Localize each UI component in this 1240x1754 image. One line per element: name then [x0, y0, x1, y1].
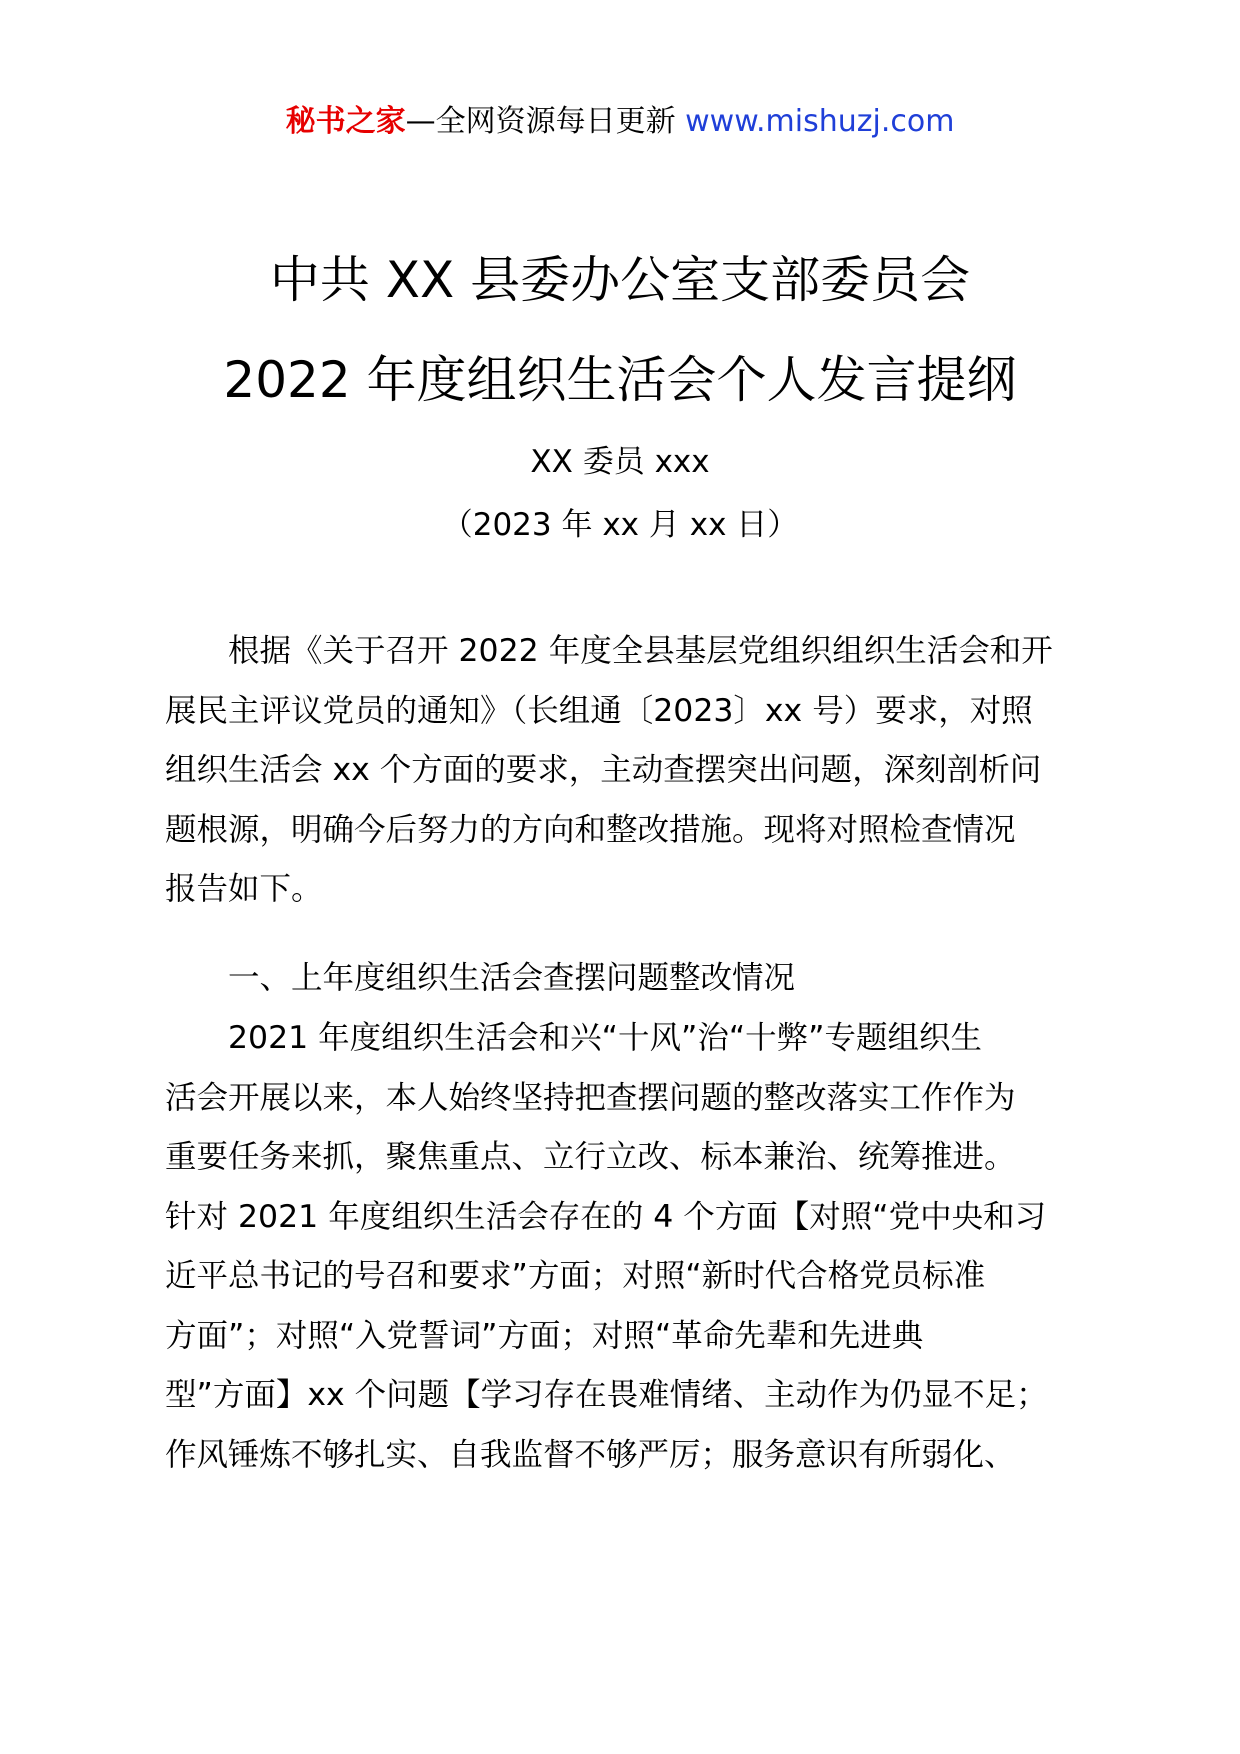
date-line: （2023 年 xx 月 xx 日）	[441, 507, 799, 543]
paragraph-line: 重要任务来抓，聚焦重点、立行立改、标本兼治、统筹推进。	[165, 1139, 1016, 1175]
document-title-line-1: 中共 XX 县委办公室支部委员会	[269, 251, 971, 309]
section-1-paragraph	[165, 1009, 1105, 1485]
paragraph-line: 针对 2021 年度组织生活会存在的 4 个方面【对照“党中央和习	[165, 1198, 1047, 1235]
paragraph-line: 2021 年度组织生活会和兴“十风”治“十弊”专题组织生	[228, 1020, 982, 1056]
site-header	[0, 100, 1240, 144]
paragraph-line: 根据《关于召开 2022 年度全县基层党组织组织生活会和开	[228, 633, 1053, 669]
paragraph-line: 方面”；对照“入党誓词”方面；对照“革命先辈和先进典	[165, 1317, 924, 1354]
site-name: 秘书之家	[285, 104, 406, 139]
intro-paragraph	[165, 622, 1105, 920]
paragraph-line: 活会开展以来，本人始终坚持把查摆问题的整改落实工作作为	[165, 1079, 1016, 1116]
site-slogan: —全网资源每日更新	[405, 104, 686, 139]
paragraph-line: 题根源，明确今后努力的方向和整改措施。现将对照检查情况	[165, 811, 1016, 848]
paragraph-line: 展民主评议党员的通知》（长组通〔2023〕xx 号）要求，对照	[165, 692, 1033, 729]
paragraph-line: 报告如下。	[165, 871, 323, 907]
author-line: XX 委员 xxx	[530, 444, 710, 480]
section-heading-1: 一、上年度组织生活会查摆问题整改情况	[228, 960, 796, 996]
paragraph-line: 近平总书记的号召和要求”方面；对照“新时代合格党员标准	[165, 1258, 986, 1294]
paragraph-line: 型”方面】xx 个问题【学习存在畏难情绪、主动作为仍显不足；	[165, 1377, 1048, 1413]
paragraph-line: 组织生活会 xx 个方面的要求，主动查摆突出问题，深刻剖析问	[165, 752, 1042, 788]
site-url-link[interactable]: www.mishuzj.com	[685, 104, 955, 139]
document-title-line-2: 2022 年度组织生活会个人发言提纲	[223, 351, 1017, 409]
paragraph-line: 作风锤炼不够扎实、自我监督不够严厉；服务意识有所弱化、	[165, 1436, 1016, 1473]
